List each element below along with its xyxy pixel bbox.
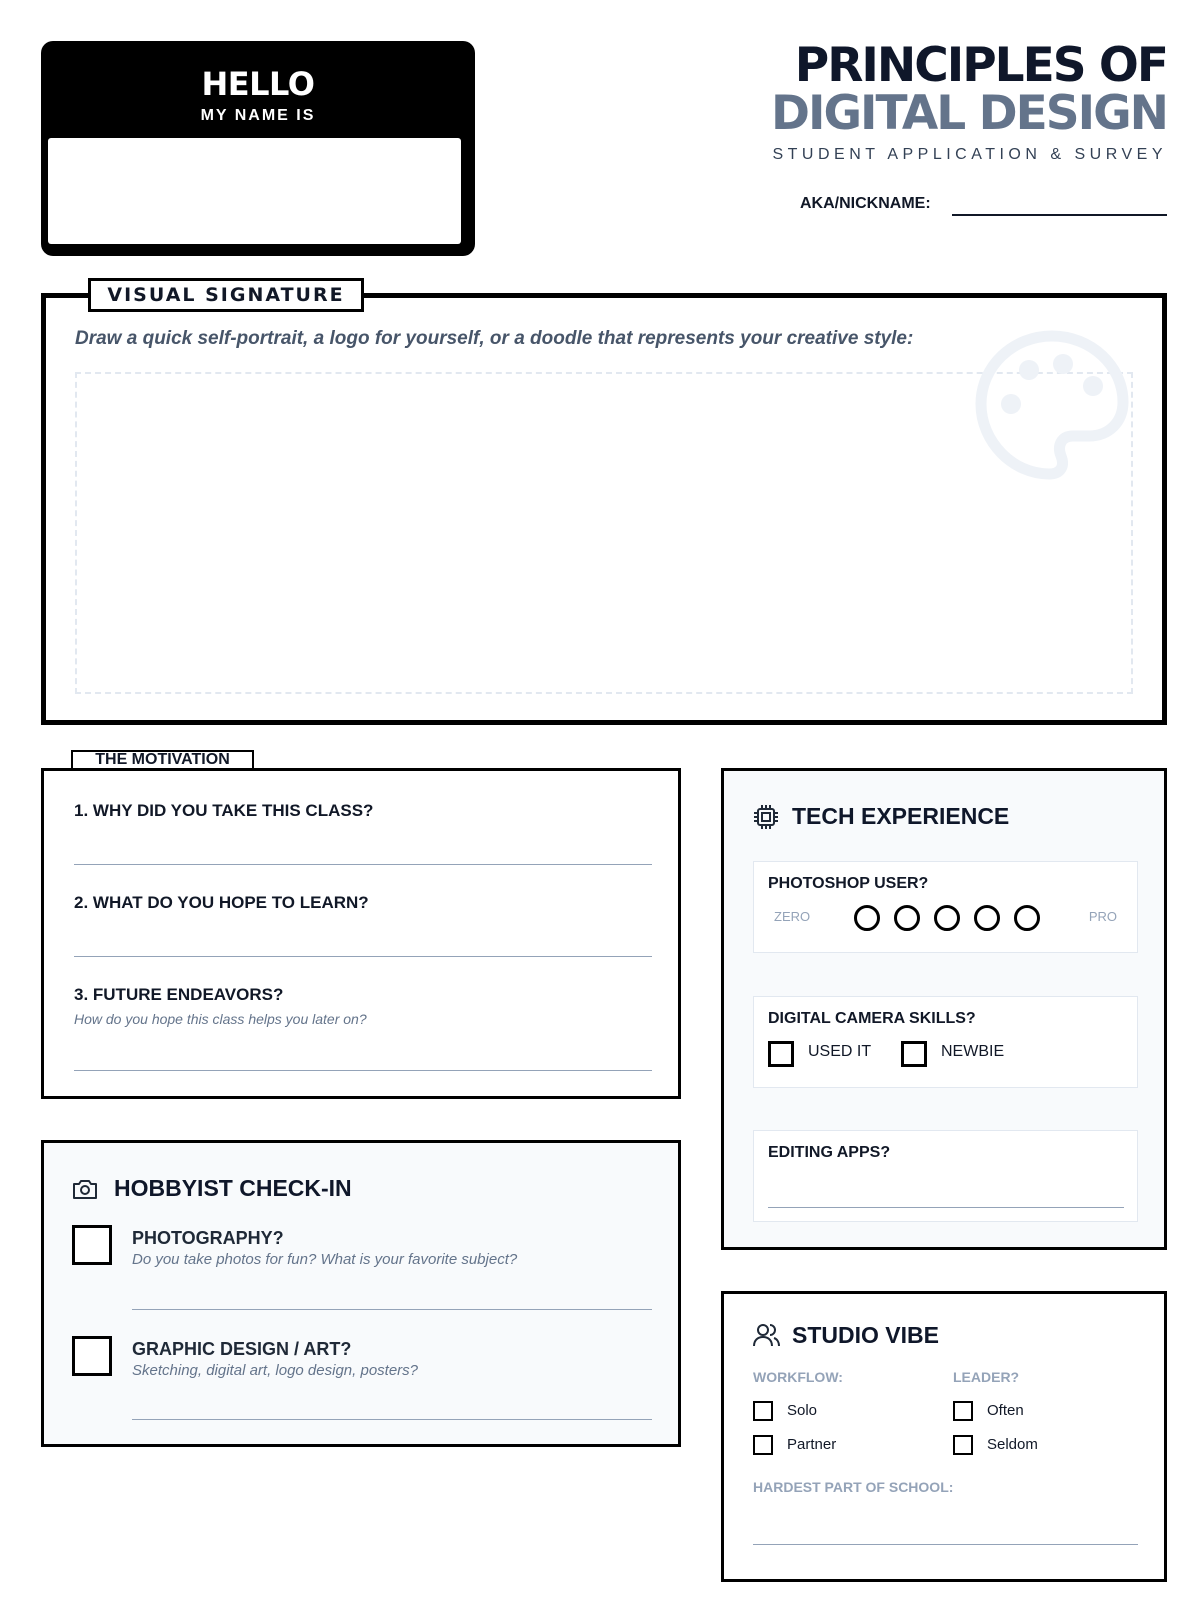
- question-3: 3. FUTURE ENDEAVORS?: [74, 985, 284, 1004]
- question-2: 2. WHAT DO YOU HOPE TO LEARN?: [74, 893, 369, 912]
- rating-option-2[interactable]: [894, 905, 920, 931]
- answer-line-1[interactable]: [74, 864, 652, 865]
- hello-heading: HELLO: [201, 65, 315, 103]
- hardest-part-label: HARDEST PART OF SCHOOL:: [753, 1479, 954, 1495]
- partner-checkbox[interactable]: [753, 1435, 773, 1455]
- name-field[interactable]: [48, 138, 461, 244]
- visual-signature-prompt: Draw a quick self-portrait, a logo for yourself, or a doodle that represents your creative style:: [75, 328, 914, 349]
- scale-low-label: ZERO: [774, 909, 811, 924]
- used-it-checkbox[interactable]: [768, 1041, 794, 1067]
- often-label: Often: [987, 1402, 1024, 1419]
- motivation-section: [41, 768, 681, 1099]
- rating-option-5[interactable]: [1014, 905, 1040, 931]
- workflow-label: WORKFLOW:: [753, 1369, 843, 1385]
- photoshop-label: PHOTOSHOP USER?: [768, 875, 929, 892]
- often-checkbox[interactable]: [953, 1401, 973, 1421]
- chip-icon: [752, 803, 780, 831]
- tech-experience-title: TECH EXPERIENCE: [792, 803, 1010, 829]
- visual-signature-label: VISUAL SIGNATURE: [88, 278, 364, 312]
- partner-label: Partner: [787, 1436, 837, 1453]
- newbie-checkbox[interactable]: [901, 1041, 927, 1067]
- hobbyist-title: HOBBYIST CHECK-IN: [114, 1175, 352, 1201]
- graphic-design-hint: Sketching, digital art, logo design, posters?: [132, 1362, 419, 1379]
- title-line-1: PRINCIPLES OF: [794, 38, 1167, 93]
- used-it-label: USED IT: [808, 1043, 872, 1060]
- answer-line-2[interactable]: [74, 956, 652, 957]
- camera-card: [753, 996, 1138, 1088]
- graphic-design-label: GRAPHIC DESIGN / ART?: [132, 1339, 352, 1359]
- users-icon: [752, 1322, 780, 1350]
- studio-vibe-section: [721, 1291, 1167, 1582]
- editing-apps-answer-line[interactable]: [768, 1207, 1124, 1208]
- camera-icon: [72, 1177, 98, 1201]
- question-1: 1. WHY DID YOU TAKE THIS CLASS?: [74, 801, 374, 820]
- scale-high-label: PRO: [1088, 909, 1117, 924]
- photography-answer-line[interactable]: [132, 1309, 652, 1310]
- hardest-part-answer-line[interactable]: [753, 1544, 1138, 1545]
- photoshop-card: [753, 861, 1138, 953]
- camera-skills-label: DIGITAL CAMERA SKILLS?: [768, 1010, 976, 1027]
- photography-hint: Do you take photos for fun? What is your favorite subject?: [132, 1251, 518, 1268]
- studio-vibe-title: STUDIO VIBE: [792, 1322, 939, 1348]
- subtitle: STUDENT APPLICATION & SURVEY: [772, 146, 1167, 163]
- newbie-label: NEWBIE: [941, 1043, 1005, 1060]
- graphic-design-checkbox[interactable]: [72, 1336, 112, 1376]
- rating-option-1[interactable]: [854, 905, 880, 931]
- solo-checkbox[interactable]: [753, 1401, 773, 1421]
- rating-option-3[interactable]: [934, 905, 960, 931]
- hobbyist-section: [41, 1140, 681, 1447]
- photoshop-rating-scale: [854, 905, 1040, 931]
- aka-label: AKA/NICKNAME:: [800, 195, 931, 212]
- seldom-checkbox[interactable]: [953, 1435, 973, 1455]
- editing-apps-label: EDITING APPS?: [768, 1144, 891, 1161]
- graphic-design-answer-line[interactable]: [132, 1419, 652, 1420]
- tech-experience-section: [721, 768, 1167, 1250]
- motivation-label: THE MOTIVATION: [71, 750, 254, 770]
- my-name-is-label: MY NAME IS: [200, 107, 316, 124]
- name-tag: [41, 41, 475, 256]
- seldom-label: Seldom: [987, 1436, 1038, 1453]
- solo-label: Solo: [787, 1402, 818, 1419]
- photography-label: PHOTOGRAPHY?: [132, 1228, 284, 1248]
- photography-checkbox[interactable]: [72, 1225, 112, 1265]
- editing-apps-card: [753, 1130, 1138, 1222]
- answer-line-3[interactable]: [74, 1070, 652, 1071]
- palette-icon: [975, 330, 1129, 480]
- rating-option-4[interactable]: [974, 905, 1000, 931]
- aka-field[interactable]: [952, 214, 1167, 216]
- question-3-hint: How do you hope this class helps you later on?: [74, 1011, 367, 1027]
- leader-label: LEADER?: [953, 1369, 1020, 1385]
- title-line-2: DIGITAL DESIGN: [770, 86, 1167, 141]
